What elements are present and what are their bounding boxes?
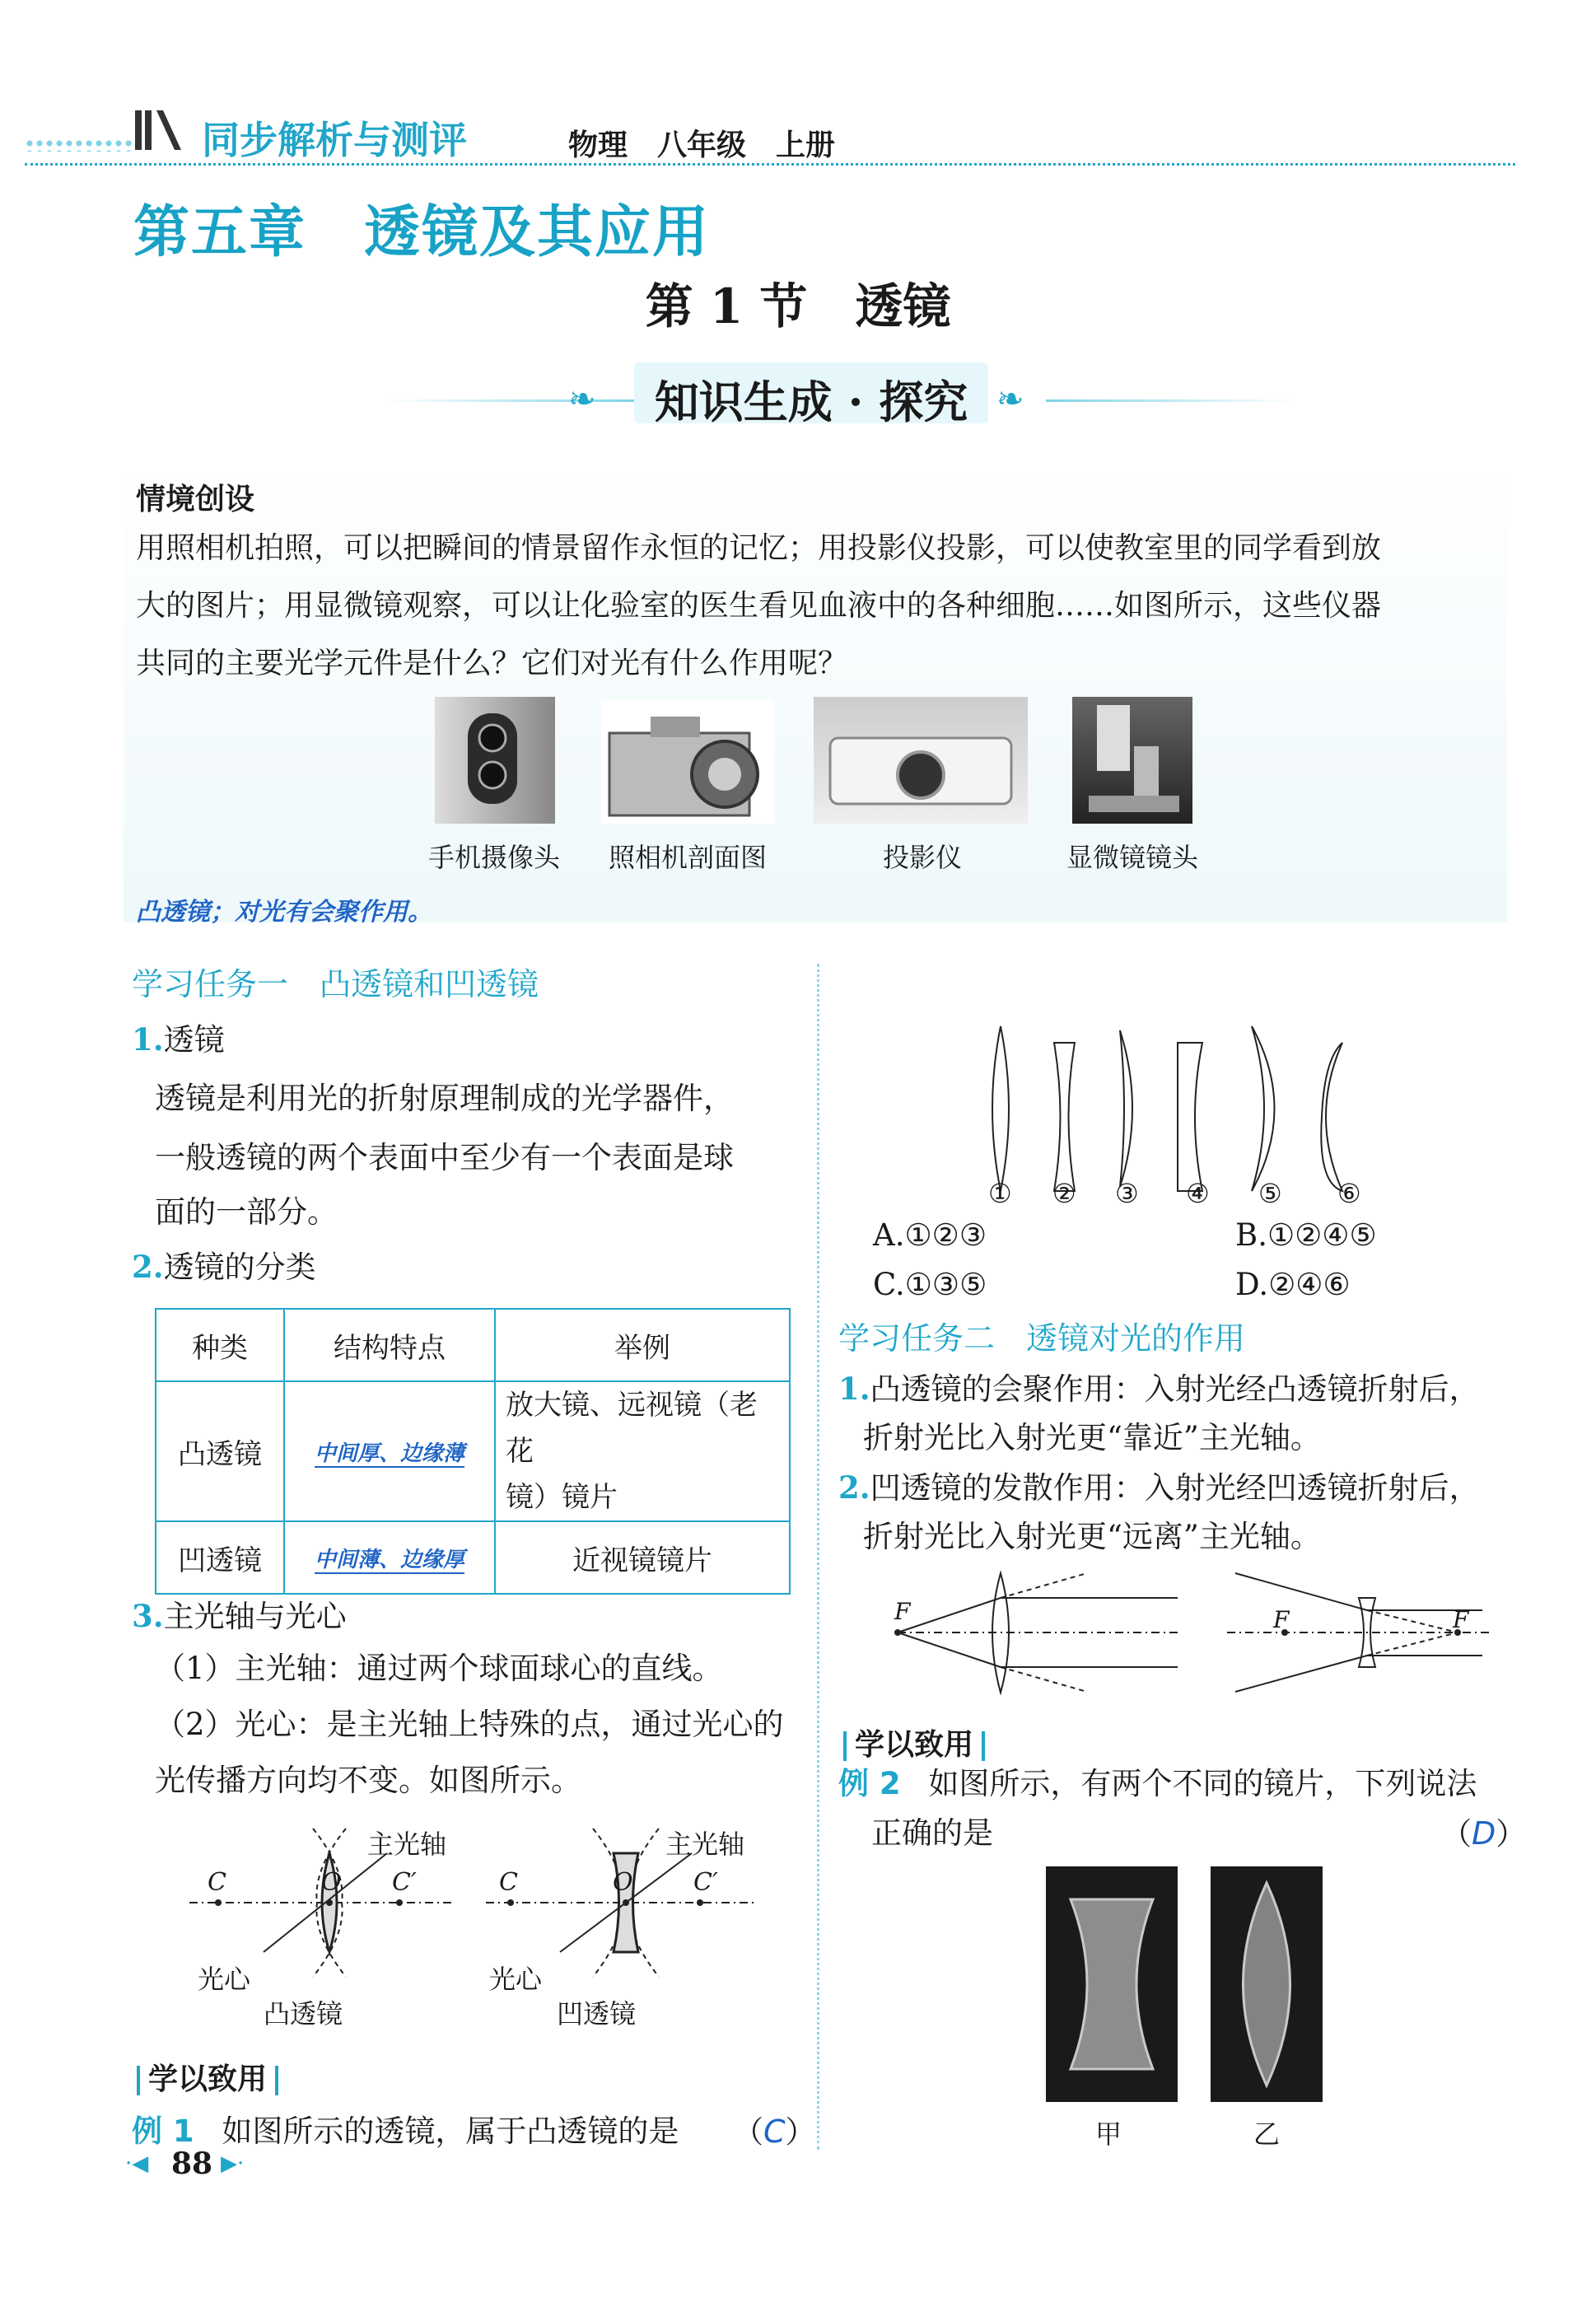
table-cell-kind: 凸透镜	[156, 1381, 284, 1521]
lens-def-line-2: 一般透镜的两个表面中至少有一个表面是球	[155, 1140, 734, 1175]
caption-phone: 手机摄像头	[427, 842, 560, 873]
banner-line-right	[1046, 399, 1293, 402]
label-axis-concave: 主光轴	[665, 1829, 745, 1860]
concave-lens-photo	[1046, 1866, 1178, 2102]
photo-caption-jia: 甲	[1095, 2118, 1122, 2150]
table-cell-feature: 中间薄、边缘厚	[314, 1548, 464, 1572]
section-title: 第 1 节 透镜	[645, 278, 951, 334]
item-number: 1.	[132, 1021, 164, 1058]
lens-classification-table	[155, 1308, 791, 1595]
table-header-feature: 结构特点	[284, 1309, 495, 1381]
label-c-convex: C	[208, 1868, 226, 1897]
label-c-concave: C	[499, 1868, 518, 1897]
table-header-kind: 种类	[156, 1309, 284, 1381]
lens-number-3: ③	[1115, 1178, 1139, 1209]
option-c: C.①③⑤	[873, 1267, 987, 1302]
label-convex-lens: 凸透镜	[264, 1998, 343, 2029]
banner-swirl-left-icon: ❧	[568, 381, 596, 418]
lens-number-1: ①	[988, 1178, 1012, 1209]
item-number: 3.	[132, 1598, 164, 1634]
table-cell-feature: 中间厚、边缘薄	[314, 1441, 464, 1466]
page-number: 88	[171, 2146, 213, 2181]
lens-number-2: ②	[1052, 1178, 1076, 1209]
item-number: 1.	[838, 1371, 870, 1407]
column-divider	[817, 964, 819, 2150]
camera-section-image	[601, 700, 774, 824]
lens-number-4: ④	[1186, 1178, 1210, 1209]
scenario-line-2: 大的图片；用显微镜观察，可以让化验室的医生看见血液中的各种细胞……如图所示，这些仪器	[136, 589, 1382, 623]
lens-number-5: ⑤	[1258, 1178, 1282, 1209]
item-title: 透镜	[163, 1022, 225, 1058]
example1-text: 如图所示的透镜，属于凸透镜的是	[222, 2114, 679, 2149]
apply-label: 学以致用	[855, 1728, 974, 1762]
table-cell-example: 近视镜镜片	[495, 1521, 790, 1594]
photo-caption-yi: 乙	[1253, 2118, 1281, 2150]
scenario-handwritten-answer: 凸透镜；对光有会聚作用。	[136, 898, 432, 927]
diverge-line-2: 折射光比入射光更“远离”主光轴。	[863, 1519, 1321, 1554]
page-number-deco-left: ·◀	[125, 2151, 149, 2176]
example1-answer: （C）	[733, 2114, 816, 2150]
table-cell-kind: 凹透镜	[156, 1521, 284, 1594]
lens-def-line-1: 透镜是利用光的折射原理制成的光学器件，	[155, 1081, 734, 1116]
example2-answer-value: D	[1472, 1815, 1496, 1852]
label-concave-lens: 凹透镜	[557, 1998, 637, 2029]
focus-label-concave-right: F	[1453, 1606, 1469, 1633]
label-o-concave: O	[613, 1868, 633, 1897]
option-a: A.①②③	[873, 1217, 987, 1253]
page-number-deco-right: ▶·	[221, 2151, 245, 2176]
axis-def-line-1: （1）主光轴：通过两个球面球心的直线。	[155, 1651, 723, 1686]
focus-label-concave-left: F	[1273, 1606, 1290, 1633]
label-axis-convex: 主光轴	[367, 1829, 447, 1860]
task1-item2	[132, 1237, 316, 1297]
label-cprime-convex: C′	[392, 1868, 417, 1897]
item-title: 主光轴与光心	[163, 1599, 347, 1634]
example1-answer-value: C	[763, 2114, 786, 2150]
task1-heading: 学习任务一 凸透镜和凹透镜	[132, 966, 539, 1002]
item-number: 2.	[838, 1469, 870, 1506]
banner-swirl-right-icon: ❧	[996, 381, 1024, 418]
banner-title: 知识生成 · 探究	[654, 376, 968, 428]
caption-camera: 照相机剖面图	[608, 842, 767, 873]
convex-lens-photo	[1211, 1866, 1323, 2102]
scenario-line-1: 用照相机拍照，可以把瞬间的情景留作永恒的记忆；用投影仪投影，可以使教室里的同学看到放	[136, 531, 1382, 565]
header-subject: 物理 八年级 上册	[568, 128, 836, 162]
diverge-text: 凹透镜的发散作用：入射光经凹透镜折射后，	[870, 1470, 1480, 1506]
table-cell-example-cont: 镜）镜片	[506, 1481, 618, 1514]
task1-item1	[132, 1010, 225, 1070]
converge-line-2: 折射光比入射光更“靠近”主光轴。	[863, 1420, 1321, 1455]
projector-image	[814, 697, 1028, 824]
converge-text: 凸透镜的会聚作用：入射光经凸透镜折射后，	[870, 1371, 1480, 1407]
example1-label: 例 1	[132, 2114, 194, 2149]
example2-text: 如图所示，有两个不同的镜片，下列说法	[928, 1766, 1477, 1801]
label-center-concave: 光心	[489, 1964, 543, 1995]
table-row	[156, 1521, 790, 1594]
header-dot-band	[25, 138, 132, 152]
apply-label: 学以致用	[148, 2062, 268, 2096]
option-d: D.②④⑥	[1235, 1267, 1351, 1302]
label-cprime-concave: C′	[693, 1868, 718, 1897]
label-center-convex: 光心	[198, 1964, 251, 1995]
label-o-convex: O	[321, 1868, 342, 1897]
convex-ray-diagram	[894, 1573, 1178, 1693]
header-logo-icon	[132, 105, 189, 155]
caption-microscope: 显微镜镜头	[1066, 842, 1198, 873]
example1	[132, 2102, 679, 2161]
axis-def-line-2: （2）光心：是主光轴上特殊的点，通过光心的	[155, 1707, 784, 1742]
phone-camera-image	[435, 697, 555, 824]
header-series: 同步解析与测评	[202, 118, 467, 162]
axis-def-line-3: 光传播方向均不变。如图所示。	[155, 1763, 581, 1798]
item-number: 2.	[132, 1249, 164, 1285]
header-divider	[25, 163, 1515, 166]
lens-def-line-3: 面的一部分。	[155, 1194, 338, 1230]
table-cell-example: 放大镜、远视镜（老花	[506, 1389, 758, 1468]
caption-projector: 投影仪	[882, 842, 962, 873]
example2-answer: （D）	[1441, 1815, 1527, 1852]
chapter-title: 第五章 透镜及其应用	[133, 199, 711, 265]
table-row	[156, 1381, 790, 1521]
microscope-image	[1072, 697, 1192, 824]
apply-badge-1	[128, 2056, 287, 2098]
option-b: B.①②④⑤	[1235, 1217, 1377, 1253]
item-title: 透镜的分类	[163, 1249, 316, 1285]
banner-line-left	[387, 399, 634, 402]
focus-label-convex: F	[894, 1598, 911, 1625]
lens-number-6: ⑥	[1337, 1178, 1361, 1209]
concave-ray-diagram	[1227, 1573, 1491, 1692]
example2-line-2: 正确的是	[871, 1815, 993, 1851]
table-header-example: 举例	[495, 1309, 790, 1381]
task2-heading: 学习任务二 透镜对光的作用	[838, 1320, 1246, 1357]
ray-diagrams	[873, 1565, 1499, 1721]
scenario-heading: 情境创设	[136, 483, 255, 516]
example2-label: 例 2	[838, 1766, 901, 1801]
scenario-line-3: 共同的主要光学元件是什么？它们对光有什么作用呢？	[136, 647, 848, 680]
task1-item3	[132, 1586, 347, 1646]
